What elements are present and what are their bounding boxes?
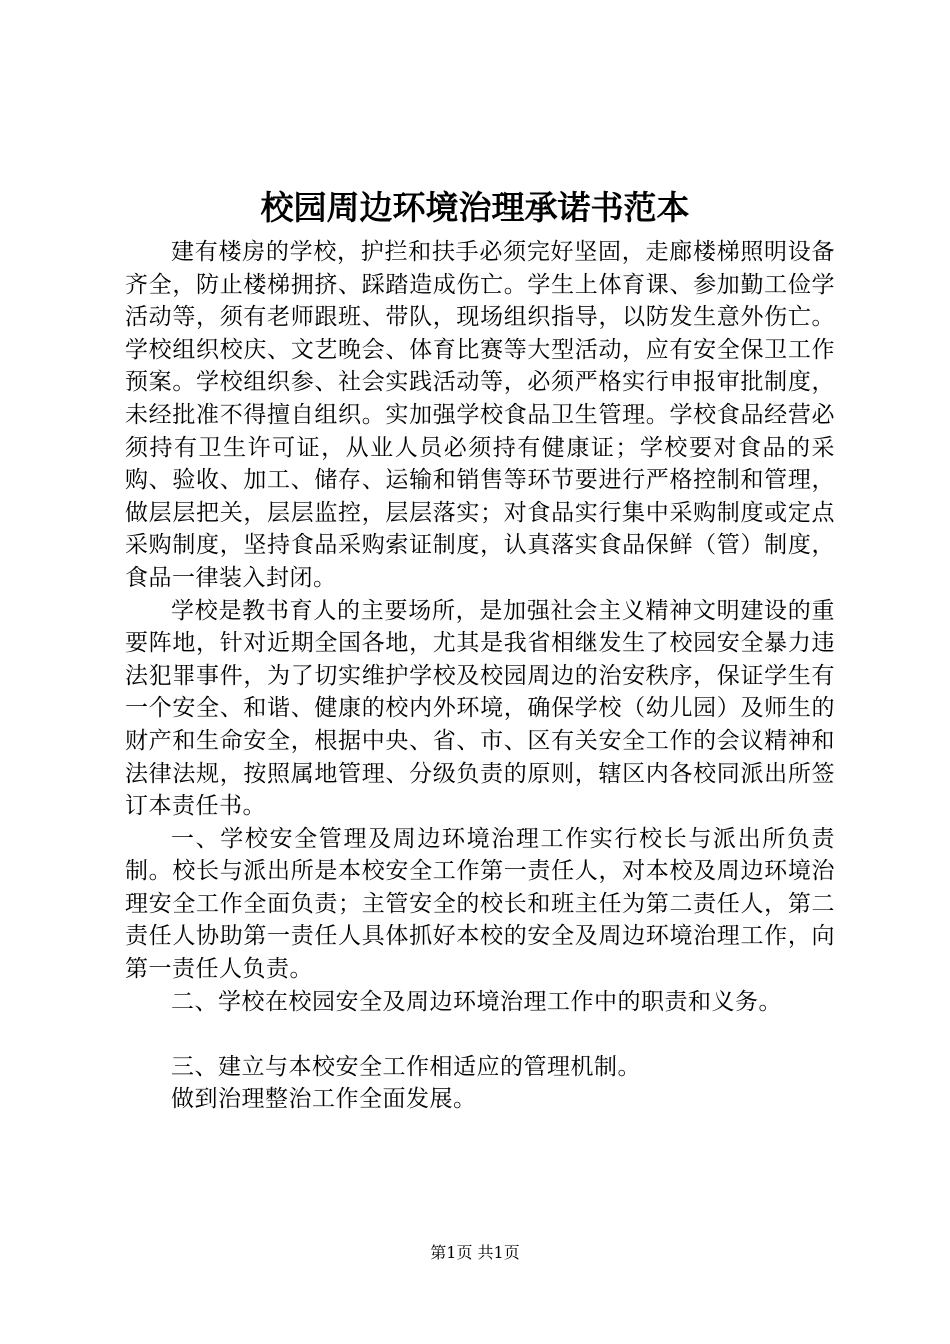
document-body: [125, 236, 835, 1116]
paragraph-closing: 做到治理整治工作全面发展。: [171, 1086, 477, 1113]
paragraph-introduction: 学校是教书育人的主要场所，是加强社会主义精神文明建设的重要阵地，针对近期全国各地，尤其是我省相继发生了校园安全暴力违法犯罪事件，为了切实维护学校及校园周边的治安秩序，保证学生有一个安全、和谐、健康的校内外环境，确保学校（幼儿园）及师生的财产和生命安全，根据中央、省、市、区有关安全工作的会议精神和法律法规，按照属地管理、分级负责的原则，辖区内各校同派出所签订本责任书。: [125, 597, 835, 820]
paragraph-section-three: 三、建立与本校安全工作相适应的管理机制。: [171, 1053, 641, 1080]
paragraph-section-one: 一、学校安全管理及周边环境治理工作实行校长与派出所负责制。校长与派出所是本校安全工作第一责任人，对本校及周边环境治理安全工作全面负责；主管安全的校长和班主任为第二责任人，第二责任人协助第一责任人具体抓好本校的安全及周边环境治理工作，向第一责任人负责。: [125, 825, 835, 983]
paragraph-section-two: 二、学校在校园安全及周边环境治理工作中的职责和义务。: [171, 988, 782, 1015]
document-title: 校园周边环境治理承诺书范本: [260, 188, 690, 227]
paragraph-safety-measures: 建有楼房的学校，护拦和扶手必须完好坚固，走廊楼梯照明设备齐全，防止楼梯拥挤、踩踏造成伤亡。学生上体育课、参加勤工俭学活动等，须有老师跟班、带队，现场组织指导，以防发生意外伤亡。学校组织校庆、文艺晚会、体育比赛等大型活动，应有安全保卫工作预案。学校组织参、社会实践活动等，必须严格实行申报审批制度，未经批准不得擅自组织。实加强学校食品卫生管理。学校食品经营必须持有卫生许可证，从业人员必须持有健康证；学校要对食品的采购、验收、加工、储存、运输和销售等环节要进行严格控制和管理，做层层把关，层层监控，层层落实；对食品实行集中采购制度或定点采购制度，坚持食品采购索证制度，认真落实食品保鲜（管）制度，食品一律装入封闭。: [125, 239, 835, 591]
page-number-footer: 第1页 共1页: [430, 1243, 520, 1262]
